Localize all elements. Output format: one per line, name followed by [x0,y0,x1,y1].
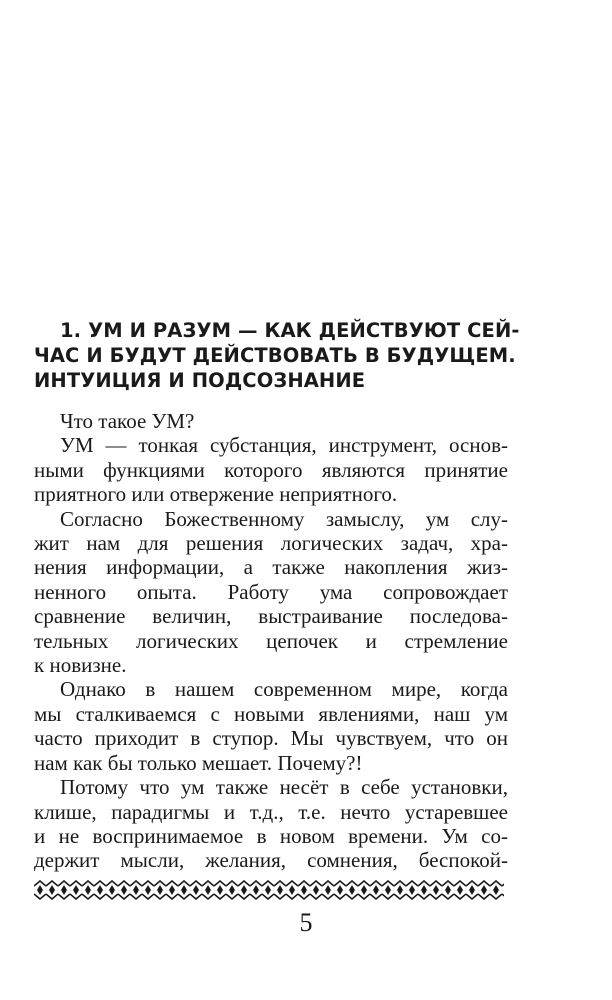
ornament-divider [34,880,504,900]
text-line: часто приходит в ступор. Мы чувствуем, что он [34,726,508,751]
body-text [34,409,508,873]
text-line: Что такое УМ? [60,409,195,433]
text-line: нения информации, а также накопления жиз- [34,555,508,580]
text-line: ненного опыта. Работу ума сопровождает [34,579,508,604]
text-line: Потому что ум также несёт в себе установки, [60,775,508,800]
text-line: мы сталкиваемся с новыми явлениями, наш ум [34,701,508,726]
text-line: тельных логических цепочек и стремление [34,628,508,653]
text-line: Однако в нашем современном мире, когда [60,677,508,702]
text-line: к новизне. [34,653,127,678]
text-line: приятного или отвержение неприятного. [34,482,398,507]
heading-line: ИНТУИЦИЯ И ПОДСОЗНАНИЕ [34,369,366,392]
text-line: сравнение величин, выстраивание последова- [34,604,508,629]
heading-line: 1. УМ И РАЗУМ — КАК ДЕЙСТВУЮТ СЕЙ- [60,319,520,342]
page-number: 5 [299,908,313,937]
text-line: и не воспринимаемое в новом времени. Ум со- [34,823,508,848]
text-line: Согласно Божественному замыслу, ум слу- [60,506,508,531]
text-line: ными функциями которого являются принятие [34,457,508,482]
text-line: держит мысли, желания, сомнения, беспокой- [34,848,508,873]
text-line: УМ — тонкая субстанция, инструмент, основ- [60,433,508,458]
text-line: клише, парадигмы и т.д., т.е. нечто устаревшее [34,799,508,824]
chapter-heading [34,318,520,393]
heading-line: ЧАС И БУДУТ ДЕЙСТВОВАТЬ В БУДУЩЕМ. [34,344,516,367]
text-line: нам как бы только мешает. Почему?! [34,750,363,775]
text-line: жит нам для решения логических задач, хра- [34,531,508,556]
